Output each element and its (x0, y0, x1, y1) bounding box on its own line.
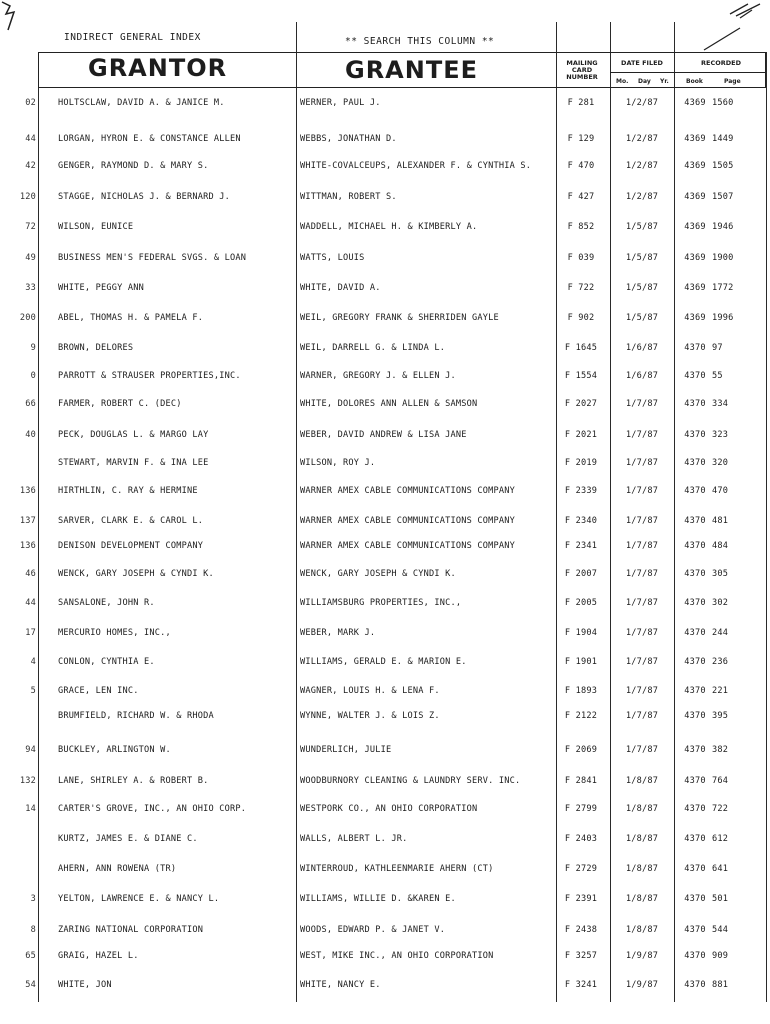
grantee-name: WEIL, GREGORY FRANK & SHERRIDEN GAYLE (300, 313, 499, 323)
entry-number: 14 (25, 804, 36, 814)
recorded-page: 722 (712, 804, 729, 814)
entry-number: 44 (25, 598, 36, 608)
grantor-name: YELTON, LAWRENCE E. & NANCY L. (58, 894, 220, 904)
mailing-card-number: F 2069 (564, 745, 598, 755)
grantor-name: CARTER'S GROVE, INC., AN OHIO CORP. (58, 804, 247, 814)
mailing-card-number: F 2007 (564, 569, 598, 579)
grantee-name: WINTERROUD, KATHLEENMARIE AHERN (CT) (300, 864, 494, 874)
mailing-card-number: F 852 (567, 222, 595, 232)
grantee-name: WARNER AMEX CABLE COMMUNICATIONS COMPANY (300, 541, 515, 551)
grantor-name: LORGAN, HYRON E. & CONSTANCE ALLEN (58, 134, 241, 144)
grantor-name: SANSALONE, JOHN R. (58, 598, 155, 608)
entry-number: 94 (25, 745, 36, 755)
grantor-name: STEWART, MARVIN F. & INA LEE (58, 458, 209, 468)
recorded-book: 4370 (684, 925, 706, 935)
grantee-name: WENCK, GARY JOSEPH & CYNDI K. (300, 569, 456, 579)
date-filed: 1/7/87 (625, 657, 659, 667)
grantor-name: WENCK, GARY JOSEPH & CYNDI K. (58, 569, 214, 579)
grantee-name: WATTS, LOUIS (300, 253, 365, 263)
date-filed: 1/7/87 (625, 569, 659, 579)
recorded-book: 4370 (684, 399, 706, 409)
grantor-name: PARROTT & STRAUSER PROPERTIES,INC. (58, 371, 241, 381)
entry-number: 132 (19, 776, 36, 786)
date-filed: 1/2/87 (625, 98, 659, 108)
mailing-card-number: F 902 (567, 313, 595, 323)
grantor-name: GRACE, LEN INC. (58, 686, 139, 696)
index-row (0, 804, 770, 816)
recorded-book: 4369 (684, 161, 706, 171)
recorded-page: 1505 (712, 161, 734, 171)
date-filed: 1/8/87 (625, 834, 659, 844)
entry-number: 02 (25, 98, 36, 108)
grantor-name: PECK, DOUGLAS L. & MARGO LAY (58, 430, 209, 440)
grantee-name: WYNNE, WALTER J. & LOIS Z. (300, 711, 440, 721)
date-filed: 1/5/87 (625, 313, 659, 323)
recorded-page: 236 (712, 657, 729, 667)
mailing-card-number: F 2019 (564, 458, 598, 468)
index-row (0, 430, 770, 442)
grantor-name: WHITE, PEGGY ANN (58, 283, 144, 293)
grantee-name: WAGNER, LOUIS H. & LENA F. (300, 686, 440, 696)
grantee-name: WEBBS, JONATHAN D. (300, 134, 397, 144)
month-subheading: Mo. (616, 78, 629, 85)
date-filed: 1/7/87 (625, 711, 659, 721)
recorded-book: 4370 (684, 894, 706, 904)
corner-pen-mark (0, 0, 30, 40)
book-subheading: Book (686, 78, 703, 85)
recorded-page: 302 (712, 598, 729, 608)
index-row (0, 951, 770, 963)
date-filed: 1/5/87 (625, 253, 659, 263)
recorded-page: 1507 (712, 192, 734, 202)
entry-number: 33 (25, 283, 36, 293)
index-row (0, 925, 770, 937)
recorded-book: 4370 (684, 343, 706, 353)
entry-number: 137 (19, 516, 36, 526)
mailing-card-number: F 2438 (564, 925, 598, 935)
index-row (0, 980, 770, 992)
mailing-card-number: F 2403 (564, 834, 598, 844)
index-row (0, 516, 770, 528)
date-filed: 1/6/87 (625, 371, 659, 381)
index-row (0, 458, 770, 470)
mailing-card-number: F 1904 (564, 628, 598, 638)
grantor-name: AHERN, ANN ROWENA (TR) (58, 864, 177, 874)
grantor-heading: GRANTOR (88, 54, 228, 82)
recorded-page: 1560 (712, 98, 734, 108)
mailing-card-number: F 2729 (564, 864, 598, 874)
entry-number: 72 (25, 222, 36, 232)
entry-number: 3 (30, 894, 36, 904)
year-subheading: Yr. (660, 78, 669, 85)
mailing-card-number: F 2027 (564, 399, 598, 409)
grantee-name: WARNER AMEX CABLE COMMUNICATIONS COMPANY (300, 486, 515, 496)
mailing-card-number: F 2841 (564, 776, 598, 786)
entry-number: 0 (30, 371, 36, 381)
grantee-name: WHITE-COVALCEUPS, ALEXANDER F. & CYNTHIA S. (300, 161, 532, 171)
index-row (0, 399, 770, 411)
grantor-name: GENGER, RAYMOND D. & MARY S. (58, 161, 209, 171)
index-row (0, 686, 770, 698)
date-filed: 1/7/87 (625, 628, 659, 638)
grantee-name: WEBER, MARK J. (300, 628, 376, 638)
index-row (0, 894, 770, 906)
date-filed-heading: DATE FILED (621, 59, 663, 67)
recorded-page: 1449 (712, 134, 734, 144)
grantor-name: BUCKLEY, ARLINGTON W. (58, 745, 171, 755)
mailing-card-number: F 2340 (564, 516, 598, 526)
grantor-name: BUSINESS MEN'S FEDERAL SVGS. & LOAN (58, 253, 247, 263)
grantee-name: WARNER, GREGORY J. & ELLEN J. (300, 371, 456, 381)
date-filed: 1/5/87 (625, 283, 659, 293)
grantee-name: WILLIAMSBURG PROPERTIES, INC., (300, 598, 462, 608)
date-filed: 1/7/87 (625, 598, 659, 608)
index-row (0, 283, 770, 295)
recorded-book: 4369 (684, 222, 706, 232)
index-row (0, 628, 770, 640)
grantor-name: BROWN, DELORES (58, 343, 134, 353)
recorded-book: 4369 (684, 192, 706, 202)
recorded-page: 1772 (712, 283, 734, 293)
recorded-book: 4370 (684, 834, 706, 844)
recorded-book: 4370 (684, 541, 706, 551)
entry-number: 17 (25, 628, 36, 638)
recorded-book: 4369 (684, 313, 706, 323)
index-row (0, 98, 770, 110)
handwritten-check-mark (700, 0, 770, 60)
recorded-heading: RECORDED (701, 59, 741, 67)
grantee-name: WEIL, DARRELL G. & LINDA L. (300, 343, 446, 353)
index-row (0, 711, 770, 723)
mailing-card-number: F 2391 (564, 894, 598, 904)
grantor-name: DENISON DEVELOPMENT COMPANY (58, 541, 204, 551)
grantor-name: SARVER, CLARK E. & CAROL L. (58, 516, 204, 526)
recorded-page: 97 (712, 343, 723, 353)
grantor-name: ABEL, THOMAS H. & PAMELA F. (58, 313, 204, 323)
date-filed: 1/8/87 (625, 925, 659, 935)
grantee-name: WEST, MIKE INC., AN OHIO CORPORATION (300, 951, 494, 961)
entry-number: 46 (25, 569, 36, 579)
date-filed: 1/7/87 (625, 686, 659, 696)
grantee-name: WESTPORK CO., AN OHIO CORPORATION (300, 804, 478, 814)
recorded-book: 4369 (684, 98, 706, 108)
grantor-name: FARMER, ROBERT C. (DEC) (58, 399, 182, 409)
mailing-card-number: F 2799 (564, 804, 598, 814)
entry-number: 200 (19, 313, 36, 323)
recorded-book: 4370 (684, 951, 706, 961)
entry-number: 9 (30, 343, 36, 353)
date-filed: 1/2/87 (625, 192, 659, 202)
recorded-book: 4370 (684, 711, 706, 721)
grantor-name: GRAIG, HAZEL L. (58, 951, 139, 961)
index-row (0, 161, 770, 173)
mailing-card-number: F 2339 (564, 486, 598, 496)
mailing-card-number: F 3257 (564, 951, 598, 961)
entry-number: 136 (19, 486, 36, 496)
recorded-page: 334 (712, 399, 729, 409)
entry-number: 66 (25, 399, 36, 409)
mailing-card-number: F 281 (567, 98, 595, 108)
grantee-name: WUNDERLICH, JULIE (300, 745, 392, 755)
date-filed: 1/6/87 (625, 343, 659, 353)
index-row (0, 864, 770, 876)
recorded-book: 4370 (684, 804, 706, 814)
recorded-book: 4370 (684, 745, 706, 755)
recorded-page: 501 (712, 894, 729, 904)
recorded-page: 1900 (712, 253, 734, 263)
entry-number: 44 (25, 134, 36, 144)
mailing-card-number: F 427 (567, 192, 595, 202)
mailing-card-number: F 2341 (564, 541, 598, 551)
index-row (0, 569, 770, 581)
date-filed: 1/8/87 (625, 776, 659, 786)
index-row (0, 486, 770, 498)
recorded-book: 4370 (684, 458, 706, 468)
date-filed: 1/7/87 (625, 745, 659, 755)
recorded-book: 4370 (684, 569, 706, 579)
mailing-card-number: F 039 (567, 253, 595, 263)
grantor-name: WHITE, JON (58, 980, 112, 990)
index-row (0, 313, 770, 325)
recorded-book: 4369 (684, 253, 706, 263)
grantee-name: WHITE, DOLORES ANN ALLEN & SAMSON (300, 399, 478, 409)
grantee-name: WILSON, ROY J. (300, 458, 376, 468)
recorded-page: 55 (712, 371, 723, 381)
date-filed: 1/7/87 (625, 541, 659, 551)
entry-number: 49 (25, 253, 36, 263)
grantor-name: HIRTHLIN, C. RAY & HERMINE (58, 486, 198, 496)
grantor-name: ZARING NATIONAL CORPORATION (58, 925, 204, 935)
entry-number: 120 (19, 192, 36, 202)
date-filed: 1/7/87 (625, 486, 659, 496)
entry-number: 8 (30, 925, 36, 935)
index-row (0, 834, 770, 846)
recorded-book: 4369 (684, 134, 706, 144)
recorded-page: 1946 (712, 222, 734, 232)
recorded-page: 320 (712, 458, 729, 468)
recorded-page: 244 (712, 628, 729, 638)
recorded-page: 395 (712, 711, 729, 721)
index-row (0, 657, 770, 669)
day-subheading: Day (638, 78, 651, 85)
date-filed: 1/2/87 (625, 134, 659, 144)
mailing-card-number: F 722 (567, 283, 595, 293)
recorded-book: 4369 (684, 283, 706, 293)
entry-number: 40 (25, 430, 36, 440)
grantee-name: WILLIAMS, GERALD E. & MARION E. (300, 657, 467, 667)
mailing-card-number: F 2021 (564, 430, 598, 440)
grantee-name: WADDELL, MICHAEL H. & KIMBERLY A. (300, 222, 478, 232)
date-filed: 1/2/87 (625, 161, 659, 171)
index-row (0, 253, 770, 265)
recorded-book: 4370 (684, 980, 706, 990)
mailing-card-number: F 1893 (564, 686, 598, 696)
recorded-book: 4370 (684, 598, 706, 608)
search-column-note: ** SEARCH THIS COLUMN ** (345, 36, 495, 47)
recorded-page: 1996 (712, 313, 734, 323)
entry-number: 5 (30, 686, 36, 696)
recorded-book: 4370 (684, 516, 706, 526)
recorded-page: 323 (712, 430, 729, 440)
date-filed: 1/7/87 (625, 399, 659, 409)
header-subdivider (610, 72, 766, 73)
grantor-name: HOLTSCLAW, DAVID A. & JANICE M. (58, 98, 225, 108)
date-filed: 1/7/87 (625, 430, 659, 440)
index-row (0, 776, 770, 788)
date-filed: 1/7/87 (625, 458, 659, 468)
grantee-name: WHITE, NANCY E. (300, 980, 381, 990)
grantee-name: WALLS, ALBERT L. JR. (300, 834, 408, 844)
grantor-name: WILSON, EUNICE (58, 222, 134, 232)
grantee-name: WILLIAMS, WILLIE D. &KAREN E. (300, 894, 456, 904)
recorded-book: 4370 (684, 864, 706, 874)
recorded-book: 4370 (684, 776, 706, 786)
date-filed: 1/8/87 (625, 804, 659, 814)
mailing-card-number: F 2122 (564, 711, 598, 721)
mailing-card-number: F 3241 (564, 980, 598, 990)
index-row (0, 222, 770, 234)
recorded-page: 544 (712, 925, 729, 935)
grantor-name: STAGGE, NICHOLAS J. & BERNARD J. (58, 192, 230, 202)
grantee-name: WERNER, PAUL J. (300, 98, 381, 108)
mailing-card-number: F 129 (567, 134, 595, 144)
date-filed: 1/7/87 (625, 516, 659, 526)
date-filed: 1/8/87 (625, 864, 659, 874)
recorded-page: 909 (712, 951, 729, 961)
grantor-name: LANE, SHIRLEY A. & ROBERT B. (58, 776, 209, 786)
mailing-card-number: F 470 (567, 161, 595, 171)
mailing-card-number: F 1554 (564, 371, 598, 381)
recorded-book: 4370 (684, 486, 706, 496)
grantee-name: WOODBURNORY CLEANING & LAUNDRY SERV. INC. (300, 776, 521, 786)
index-row (0, 343, 770, 355)
recorded-book: 4370 (684, 430, 706, 440)
index-row (0, 745, 770, 757)
grantee-heading: GRANTEE (345, 56, 478, 84)
recorded-page: 305 (712, 569, 729, 579)
recorded-page: 484 (712, 541, 729, 551)
entry-number: 136 (19, 541, 36, 551)
grantor-name: BRUMFIELD, RICHARD W. & RHODA (58, 711, 214, 721)
recorded-page: 382 (712, 745, 729, 755)
date-filed: 1/9/87 (625, 951, 659, 961)
mailing-card-number: F 1645 (564, 343, 598, 353)
page-subheading: Page (724, 78, 741, 85)
grantee-name: WITTMAN, ROBERT S. (300, 192, 397, 202)
grantee-name: WOODS, EDWARD P. & JANET V. (300, 925, 446, 935)
recorded-page: 470 (712, 486, 729, 496)
recorded-page: 481 (712, 516, 729, 526)
entry-number: 54 (25, 980, 36, 990)
index-title: INDIRECT GENERAL INDEX (64, 32, 201, 43)
grantee-name: WEBER, DAVID ANDREW & LISA JANE (300, 430, 467, 440)
recorded-page: 641 (712, 864, 729, 874)
mailing-card-heading: MAILING CARD NUMBER (566, 59, 598, 81)
date-filed: 1/8/87 (625, 894, 659, 904)
grantor-name: KURTZ, JAMES E. & DIANE C. (58, 834, 198, 844)
mailing-card-number: F 1901 (564, 657, 598, 667)
recorded-book: 4370 (684, 686, 706, 696)
date-filed: 1/9/87 (625, 980, 659, 990)
date-filed: 1/5/87 (625, 222, 659, 232)
index-row (0, 598, 770, 610)
mailing-card-number: F 2005 (564, 598, 598, 608)
grantor-name: MERCURIO HOMES, INC., (58, 628, 171, 638)
entry-number: 4 (30, 657, 36, 667)
recorded-page: 612 (712, 834, 729, 844)
grantee-name: WHITE, DAVID A. (300, 283, 381, 293)
entry-number: 42 (25, 161, 36, 171)
recorded-page: 764 (712, 776, 729, 786)
recorded-book: 4370 (684, 371, 706, 381)
index-row (0, 541, 770, 553)
recorded-book: 4370 (684, 628, 706, 638)
recorded-book: 4370 (684, 657, 706, 667)
grantor-name: CONLON, CYNTHIA E. (58, 657, 155, 667)
index-row (0, 134, 770, 146)
recorded-page: 881 (712, 980, 729, 990)
index-row (0, 192, 770, 204)
entry-number: 65 (25, 951, 36, 961)
grantee-name: WARNER AMEX CABLE COMMUNICATIONS COMPANY (300, 516, 515, 526)
index-row (0, 371, 770, 383)
recorded-page: 221 (712, 686, 729, 696)
